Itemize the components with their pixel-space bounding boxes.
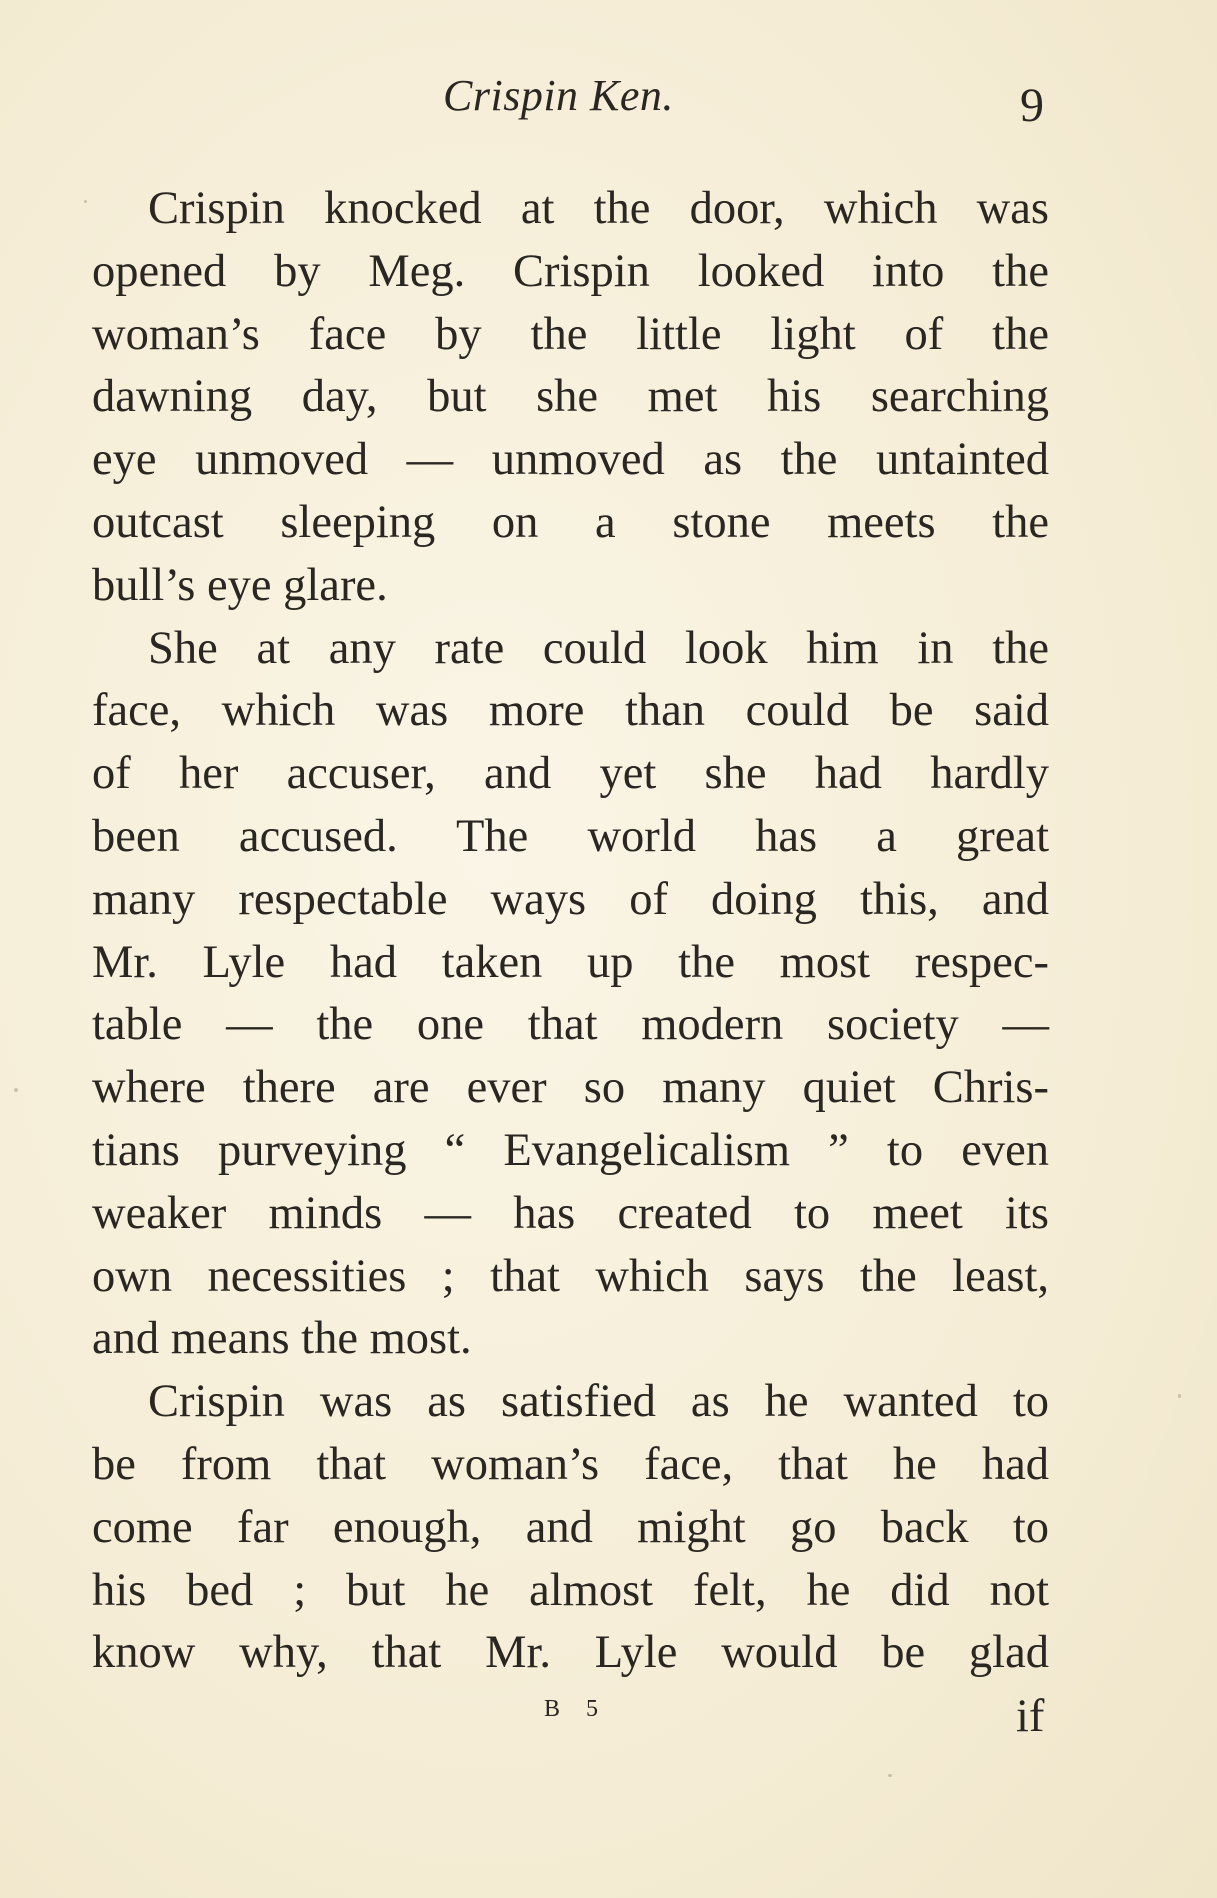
body-text xyxy=(92,178,1049,1685)
catchword: if xyxy=(1016,1691,1045,1742)
text-line: been accused. The world has a great xyxy=(92,810,1049,862)
text-line: Mr. Lyle had taken up the most respec- xyxy=(92,936,1049,988)
text-line: bull’s eye glare. xyxy=(92,559,388,611)
text-line: know why, that Mr. Lyle would be glad xyxy=(92,1627,1049,1679)
text-line: Crispin knocked at the door, which was xyxy=(148,183,1049,234)
text-line: where there are ever so many quiet Chris- xyxy=(92,1062,1049,1114)
text-line: tians purveying “ Evangelicalism ” to even xyxy=(92,1124,1049,1176)
ink-speck xyxy=(1178,1394,1181,1398)
text-line: opened by Meg. Crispin looked into the xyxy=(92,245,1049,297)
running-title: Crispin Ken. xyxy=(443,71,674,120)
text-line: own necessities ; that which says the least, xyxy=(92,1250,1049,1302)
text-line: his bed ; but he almost felt, he did not xyxy=(92,1564,1049,1616)
text-line: outcast sleeping on a stone meets the xyxy=(92,496,1049,548)
text-line: She at any rate could look him in the xyxy=(148,622,1049,674)
text-line: be from that woman’s face, that he had xyxy=(92,1438,1049,1490)
ink-speck xyxy=(84,200,87,203)
text-line: and means the most. xyxy=(92,1313,472,1365)
signature-mark: B 5 xyxy=(544,1696,609,1722)
ink-speck xyxy=(888,1774,892,1777)
running-head xyxy=(0,70,1217,130)
text-line: woman’s face by the little light of the xyxy=(92,308,1049,360)
text-line: many respectable ways of doing this, and xyxy=(92,873,1049,925)
page-number: 9 xyxy=(1020,79,1044,132)
text-line: eye unmoved — unmoved as the untainted xyxy=(92,434,1049,486)
text-line: table — the one that modern society — xyxy=(92,999,1049,1051)
text-line: face, which was more than could be said xyxy=(92,685,1049,737)
text-line: come far enough, and might go back to xyxy=(92,1501,1049,1553)
text-line: weaker minds — has created to meet its xyxy=(92,1187,1049,1239)
text-line: of her accuser, and yet she had hardly xyxy=(92,748,1049,800)
ink-speck xyxy=(14,1088,18,1092)
text-line: Crispin was as satisfied as he wanted to xyxy=(148,1376,1049,1428)
text-line: dawning day, but she met his searching xyxy=(92,371,1049,423)
page-footer xyxy=(0,1690,1217,1750)
